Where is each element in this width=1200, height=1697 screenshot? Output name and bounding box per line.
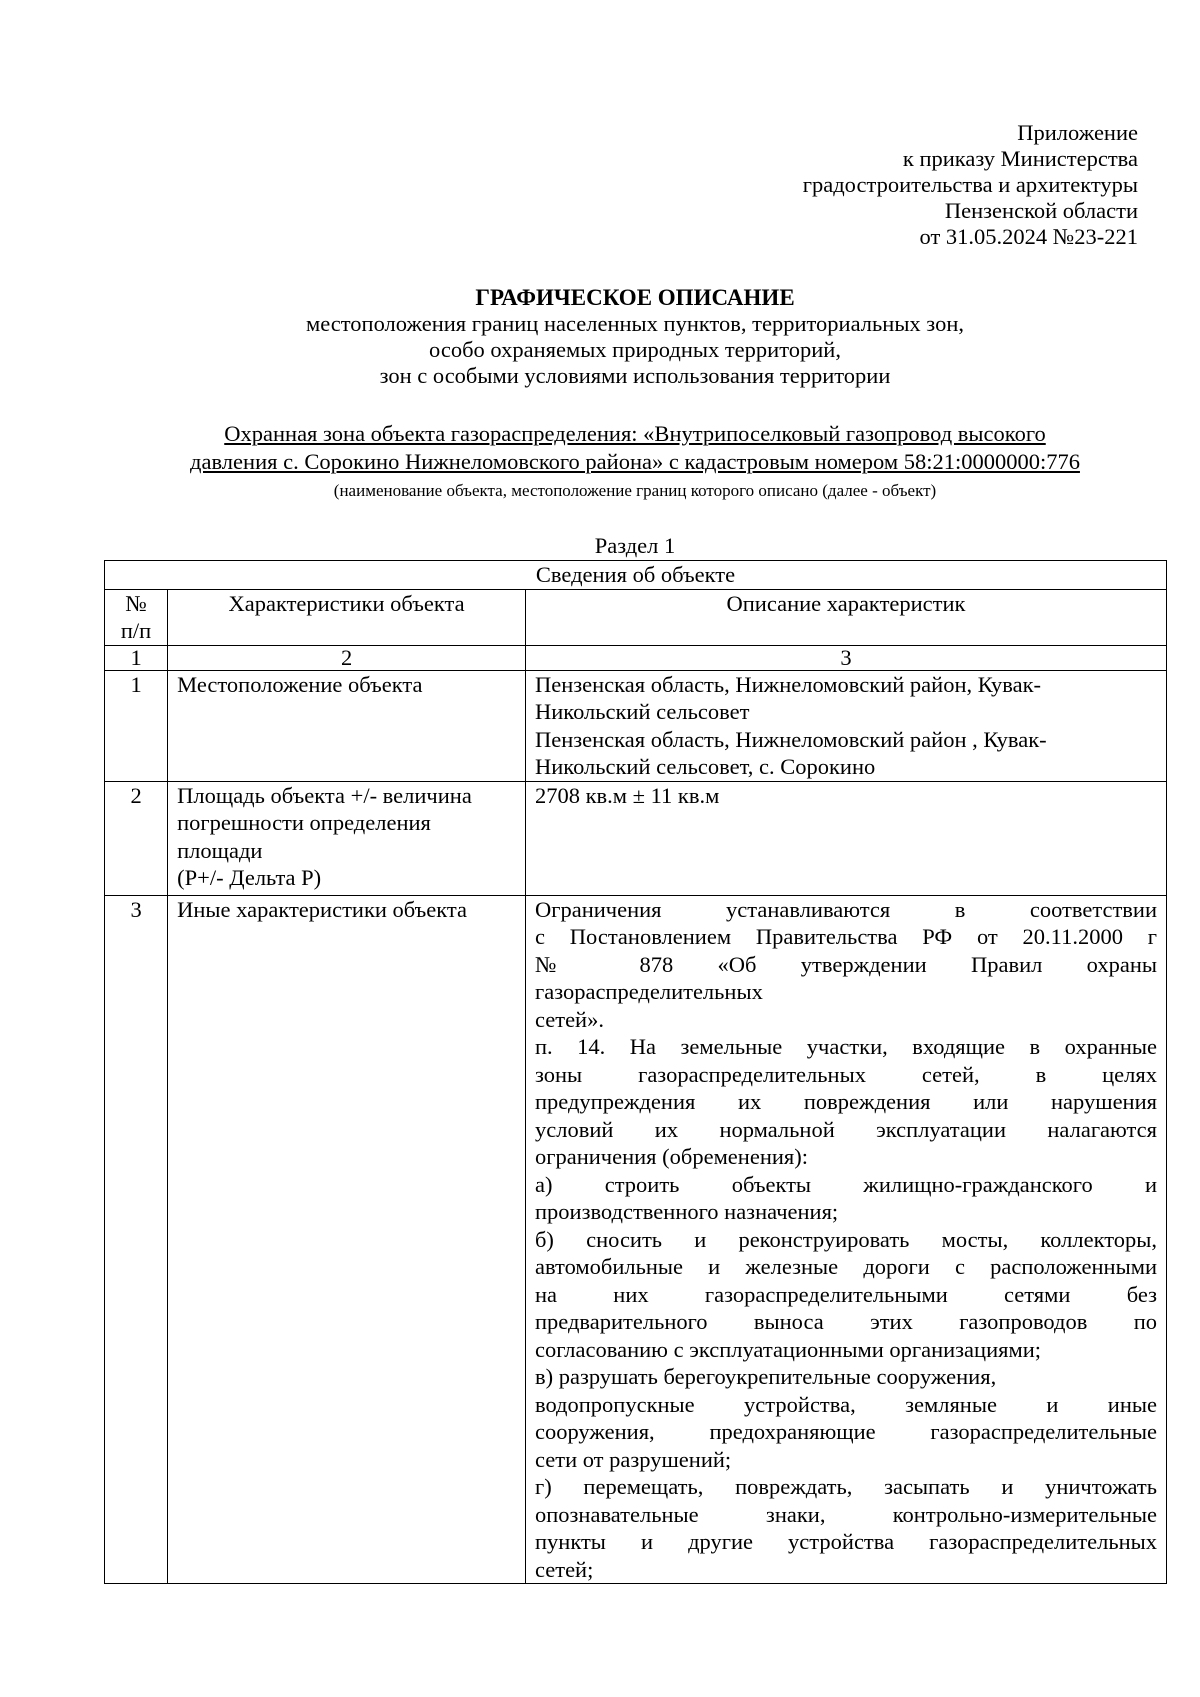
section-label: Раздел 1 <box>594 533 676 558</box>
page-title: ГРАФИЧЕСКОЕ ОПИСАНИЕ <box>475 285 795 310</box>
row-num: 2 <box>105 781 168 895</box>
desc-line: автомобильные и железные дороги с расположенными <box>534 1254 1157 1279</box>
desc-line: условий их нормальной эксплуатации налагаются <box>534 1116 1157 1142</box>
desc-line: Никольский сельсовет <box>534 699 750 724</box>
title-subline: особо охраняемых природных территорий, <box>429 337 841 362</box>
table-row <box>105 895 1167 1584</box>
name-line: погрешности определения <box>177 810 431 835</box>
desc-line: Ограничения устанавливаются в соответствии <box>534 896 1157 922</box>
desc-line: сети от разрушений; <box>534 1446 732 1472</box>
title-subline: местоположения границ населенных пунктов, территориальных зон, <box>306 311 964 336</box>
desc-line: пункты и другие устройства газораспределительных <box>534 1529 1157 1554</box>
appendix-line: к приказу Министерства <box>902 146 1138 171</box>
desc-line: предварительного выноса этих газопроводов по <box>534 1309 1157 1334</box>
appendix-line: от 31.05.2024 №23-221 <box>919 224 1138 249</box>
row-desc <box>525 895 1166 1584</box>
header-num: № п/п <box>105 589 168 645</box>
name-line: (Р+/- Дельта Р) <box>177 865 322 890</box>
name-line: площади <box>177 837 263 863</box>
desc-line: предупреждения их повреждения или нарушения <box>534 1089 1157 1114</box>
title-subline: зон с особыми условиями использования территории <box>379 363 891 388</box>
table-row <box>105 670 1167 781</box>
table-row <box>105 781 1167 895</box>
desc-line: опознавательные знаки, контрольно-измерительные <box>534 1501 1157 1527</box>
object-info-table <box>104 560 1167 1584</box>
column-number: 2 <box>168 645 526 670</box>
table-header-row <box>105 589 1167 645</box>
row-desc <box>525 670 1166 781</box>
desc-line: сетей; <box>534 1556 594 1582</box>
column-number: 3 <box>525 645 1166 670</box>
header-description: Описание характеристик <box>525 589 1166 645</box>
desc-line: водопропускные устройства, земляные и иные <box>534 1391 1157 1417</box>
desc-line: г) перемещать, повреждать, засыпать и уничтожать <box>534 1474 1157 1499</box>
appendix-line: Пензенской области <box>944 198 1138 223</box>
document-title <box>0 284 1200 389</box>
desc-line: ограничения (обременения): <box>534 1144 808 1169</box>
object-name <box>0 420 1200 476</box>
row-desc <box>525 781 1166 895</box>
row-name: Местоположение объекта <box>168 670 526 781</box>
row-name <box>168 781 526 895</box>
desc-line: 2708 кв.м ± 11 кв.м <box>534 782 720 808</box>
desc-line: в) разрушать берегоукрепительные сооружения, <box>534 1364 997 1389</box>
appendix-header <box>803 120 1138 250</box>
desc-line: газораспределительных <box>534 979 763 1004</box>
desc-line: с Постановлением Правительства РФ от 20.11.2000 г <box>534 924 1157 949</box>
column-number-row <box>105 645 1167 670</box>
desc-line: № 878 «Об утверждении Правил охраны <box>534 951 1157 977</box>
desc-line: Пензенская область, Нижнеломовский район , Кувак- <box>534 726 1047 752</box>
appendix-line: градостроительства и архитектуры <box>802 172 1138 197</box>
table-title: Сведения об объекте <box>105 561 1167 590</box>
desc-line: б) сносить и реконструировать мосты, коллекторы, <box>534 1226 1157 1252</box>
desc-line: сооружения, предохраняющие газораспределительные <box>534 1419 1157 1444</box>
row-name: Иные характеристики объекта <box>168 895 526 1584</box>
object-note: (наименование объекта, местоположение границ которого описано (далее - объект) <box>333 481 937 500</box>
object-name-line: давления с. Сорокино Нижнеломовского района» с кадастровым номером 58:21:0000000:776 <box>190 449 1080 474</box>
name-line: Площадь объекта +/- величина <box>177 782 472 808</box>
header-characteristic: Характеристики объекта <box>168 589 526 645</box>
desc-line: сетей». <box>534 1006 604 1032</box>
desc-line: п. 14. На земельные участки, входящие в охранные <box>534 1034 1157 1059</box>
desc-line: согласованию с эксплуатационными организациями; <box>534 1336 1042 1362</box>
row-num: 3 <box>105 895 168 1584</box>
desc-line: Пензенская область, Нижнеломовский район, Кувак- <box>534 671 1042 697</box>
desc-line: а) строить объекты жилищно-гражданского и <box>534 1171 1157 1197</box>
row-num: 1 <box>105 670 168 781</box>
appendix-line: Приложение <box>1017 120 1138 145</box>
desc-line: на них газораспределительными сетями без <box>534 1281 1157 1307</box>
column-number: 1 <box>105 645 168 670</box>
desc-line: зоны газораспределительных сетей, в целях <box>534 1061 1157 1087</box>
desc-line: Никольский сельсовет, с. Сорокино <box>534 754 876 779</box>
table-title-row <box>105 561 1167 590</box>
object-name-line: Охранная зона объекта газораспределения: «Внутрипоселковый газопровод высокого <box>224 421 1046 446</box>
desc-line: производственного назначения; <box>534 1199 839 1224</box>
